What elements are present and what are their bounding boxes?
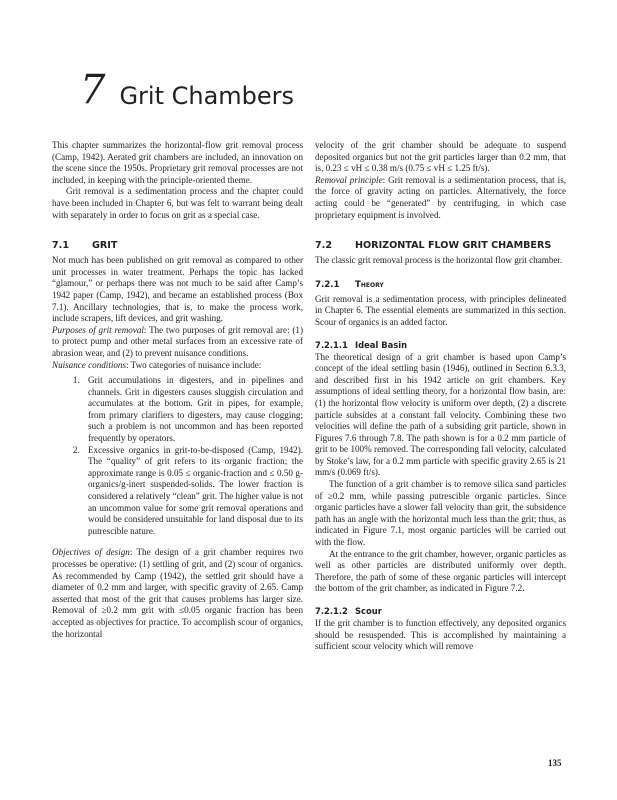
chapter-heading — [80, 60, 295, 113]
section-heading-7-2-1-2 — [315, 605, 566, 617]
ideal-paragraph: The theoretical design of a grit chamber is based upon Camp’s concept of the ideal settling basin (1946), outlined in Section 6.3.3, and described first in his 1942 article on grit chambers. Key assumptions of ideal settling theory, for a horizontal flow basin, are: (1) the horizontal flow velocity is uniform over depth, (2) a discrete particle subsides at a constant fall velocity. Combining these two velocities will define the path of a subsiding grit particle, shown in Figures 7.6 through 7.8. The path shown is for a 0.2 mm particle of grit to be 100% removed. The corresponding fall velocity, calculated by Stoke’s law, for a 0.2 mm particle with specific gravity 2.65 is 21 mm/s (0.069 ft/s). — [315, 351, 566, 478]
removal-paragraph — [315, 175, 566, 221]
section-title: Theory — [355, 279, 384, 290]
grit-paragraph: Not much has been published on grit removal as compared to other unit processes in water treatment. Perhaps the topic has lacked “glamour,” or perhaps there was not much to be said after Camp’s 1942 paper (Camp, 1942), and became an established process (Box 7.1). Ancillary technologies, that is, to make the process work, include scrapers, lift devices, and grit washing. — [52, 255, 303, 324]
section-number: 7.2.1.1 — [315, 339, 348, 350]
classic-paragraph: The classic grit removal process is the horizontal flow grit chamber. — [315, 255, 563, 266]
section-heading-7-1 — [52, 239, 303, 252]
scour-paragraph: If the grit chamber is to function effectively, any deposited organics should be resuspended. This is accomplished by maintaining a sufficient scour velocity which will remove — [315, 618, 566, 652]
ideal-paragraph: The function of a grit chamber is to remove silica sand particles of ≥0.2 mm, while passing putrescible organic particles. Since organic particles have a slower fall velocity than grit, the subsidence path has an angle with the horizontal much less than the grit; thus, as indicated in Figure 7.1, most organic particles will be carried out with the flow. — [315, 479, 566, 548]
section-heading-7-2-1 — [315, 279, 566, 291]
removal-label: Removal principle — [315, 174, 383, 185]
list-item: 2. Excessive organics in grit-to-be-disposed (Camp, 1942). The “quality” of grit refers to its organic fraction; the approximate range is 0.05 ≤ organic-fraction and ≤ 0.50 g-organics/g-inert suspended-solids. The lower fraction is considered a relatively “clean” grit. The higher value is not an uncommon value for some grit removal operations and would be considered unsuitable for land disposal due to its putrescible nature. — [82, 445, 303, 538]
section-heading-7-2 — [315, 239, 566, 252]
continued-paragraph: velocity of the grit chamber should be adequate to suspend deposited organics but not the grit particles larger than 0.2 mm, that is, 0.23 ≤ vH ≤ 0.38 m/s (0.75 ≤ vH ≤ 1.25 ft/s). — [315, 140, 566, 174]
left-column — [52, 140, 303, 640]
section-title: Scour — [355, 606, 382, 616]
objectives-paragraph — [52, 547, 303, 640]
section-title: GRIT — [92, 240, 118, 252]
section-number: 7.2.1.2 — [315, 606, 348, 616]
removal-text: : Grit removal is a sedimentation process, that is, the force of gravity acting on particles. Alternatively, the force acting could be “generated” by centrifuging, in which case proprietary equipment is involved. — [315, 174, 567, 220]
list-item: 1. Grit accumulations in digesters, and in pipelines and channels. Grit in digesters causes sluggish circulation and accumulates at the bottom. Grit in pipes, for example, from primary clarifiers to digesters, may cause clogging; such a problem is not uncommon and has been reported frequently by operators. — [82, 375, 303, 445]
chapter-title: Grit Chambers — [119, 82, 295, 110]
nuisance-list — [52, 375, 303, 537]
nuisance-text: : Two categories of nuisance include: — [126, 359, 262, 370]
chapter-number: 7 — [80, 67, 106, 113]
objectives-label: Objectives of design — [52, 547, 130, 558]
intro-paragraph: This chapter summarizes the horizontal-flow grit removal process (Camp, 1942). Aerated grit chambers are included, an innovation on the scene since the 1950s. Proprietary grit removal processes are not included, in keeping with the principle-oriented theme. — [52, 140, 303, 185]
nuisance-label: Nuisance conditions — [52, 359, 127, 370]
section-title: Ideal Basin — [355, 339, 408, 350]
section-heading-7-2-1-1 — [315, 339, 566, 351]
purposes-label: Purposes of grit removal — [52, 324, 144, 335]
nuisance-paragraph — [52, 360, 303, 372]
section-number: 7.1 — [52, 240, 69, 252]
objectives-text: : The design of a grit chamber requires two processes be operative: (1) settling of grit, and (2) scour of organics. As recommended by Camp (1942), the settled grit should have a diameter of 0.2 mm and larger, with specific gravity of 2.65. Camp asserted that most of the grit that causes problems has larger size. Removal of ≥0.2 mm grit with ≤0.05 organic fraction has been accepted as objectives for practice. To accomplish scour of organics, the horizontal — [52, 547, 303, 639]
right-column — [315, 140, 566, 653]
section-number: 7.2 — [315, 240, 332, 252]
purposes-text: : The two purposes of grit removal are: (1) to protect pump and other metal surfaces from an excessive rate of abrasion wear, and (2) to prevent nuisance conditions. — [52, 324, 304, 358]
page-number: 135 — [548, 758, 562, 768]
section-title: HORIZONTAL FLOW GRIT CHAMBERS — [355, 240, 552, 252]
intro-paragraph: Grit removal is a sedimentation process and the chapter could have been included in Chapter 6, but was felt to warrant being dealt with separately in order to focus on grit as a special case. — [52, 186, 303, 220]
purposes-paragraph — [52, 325, 303, 360]
theory-paragraph: Grit removal is a sedimentation process, with principles delineated in Chapter 6. The essential elements are summarized in this section. Scour of organics is an added factor. — [315, 293, 566, 327]
ideal-paragraph: At the entrance to the grit chamber, however, organic particles as well as other particles are distributed uniformly over depth. Therefore, the path of some of these organic particles will intercept the bottom of the grit chamber, as indicated in Figure 7.2. — [315, 548, 566, 594]
section-number: 7.2.1 — [315, 279, 340, 290]
